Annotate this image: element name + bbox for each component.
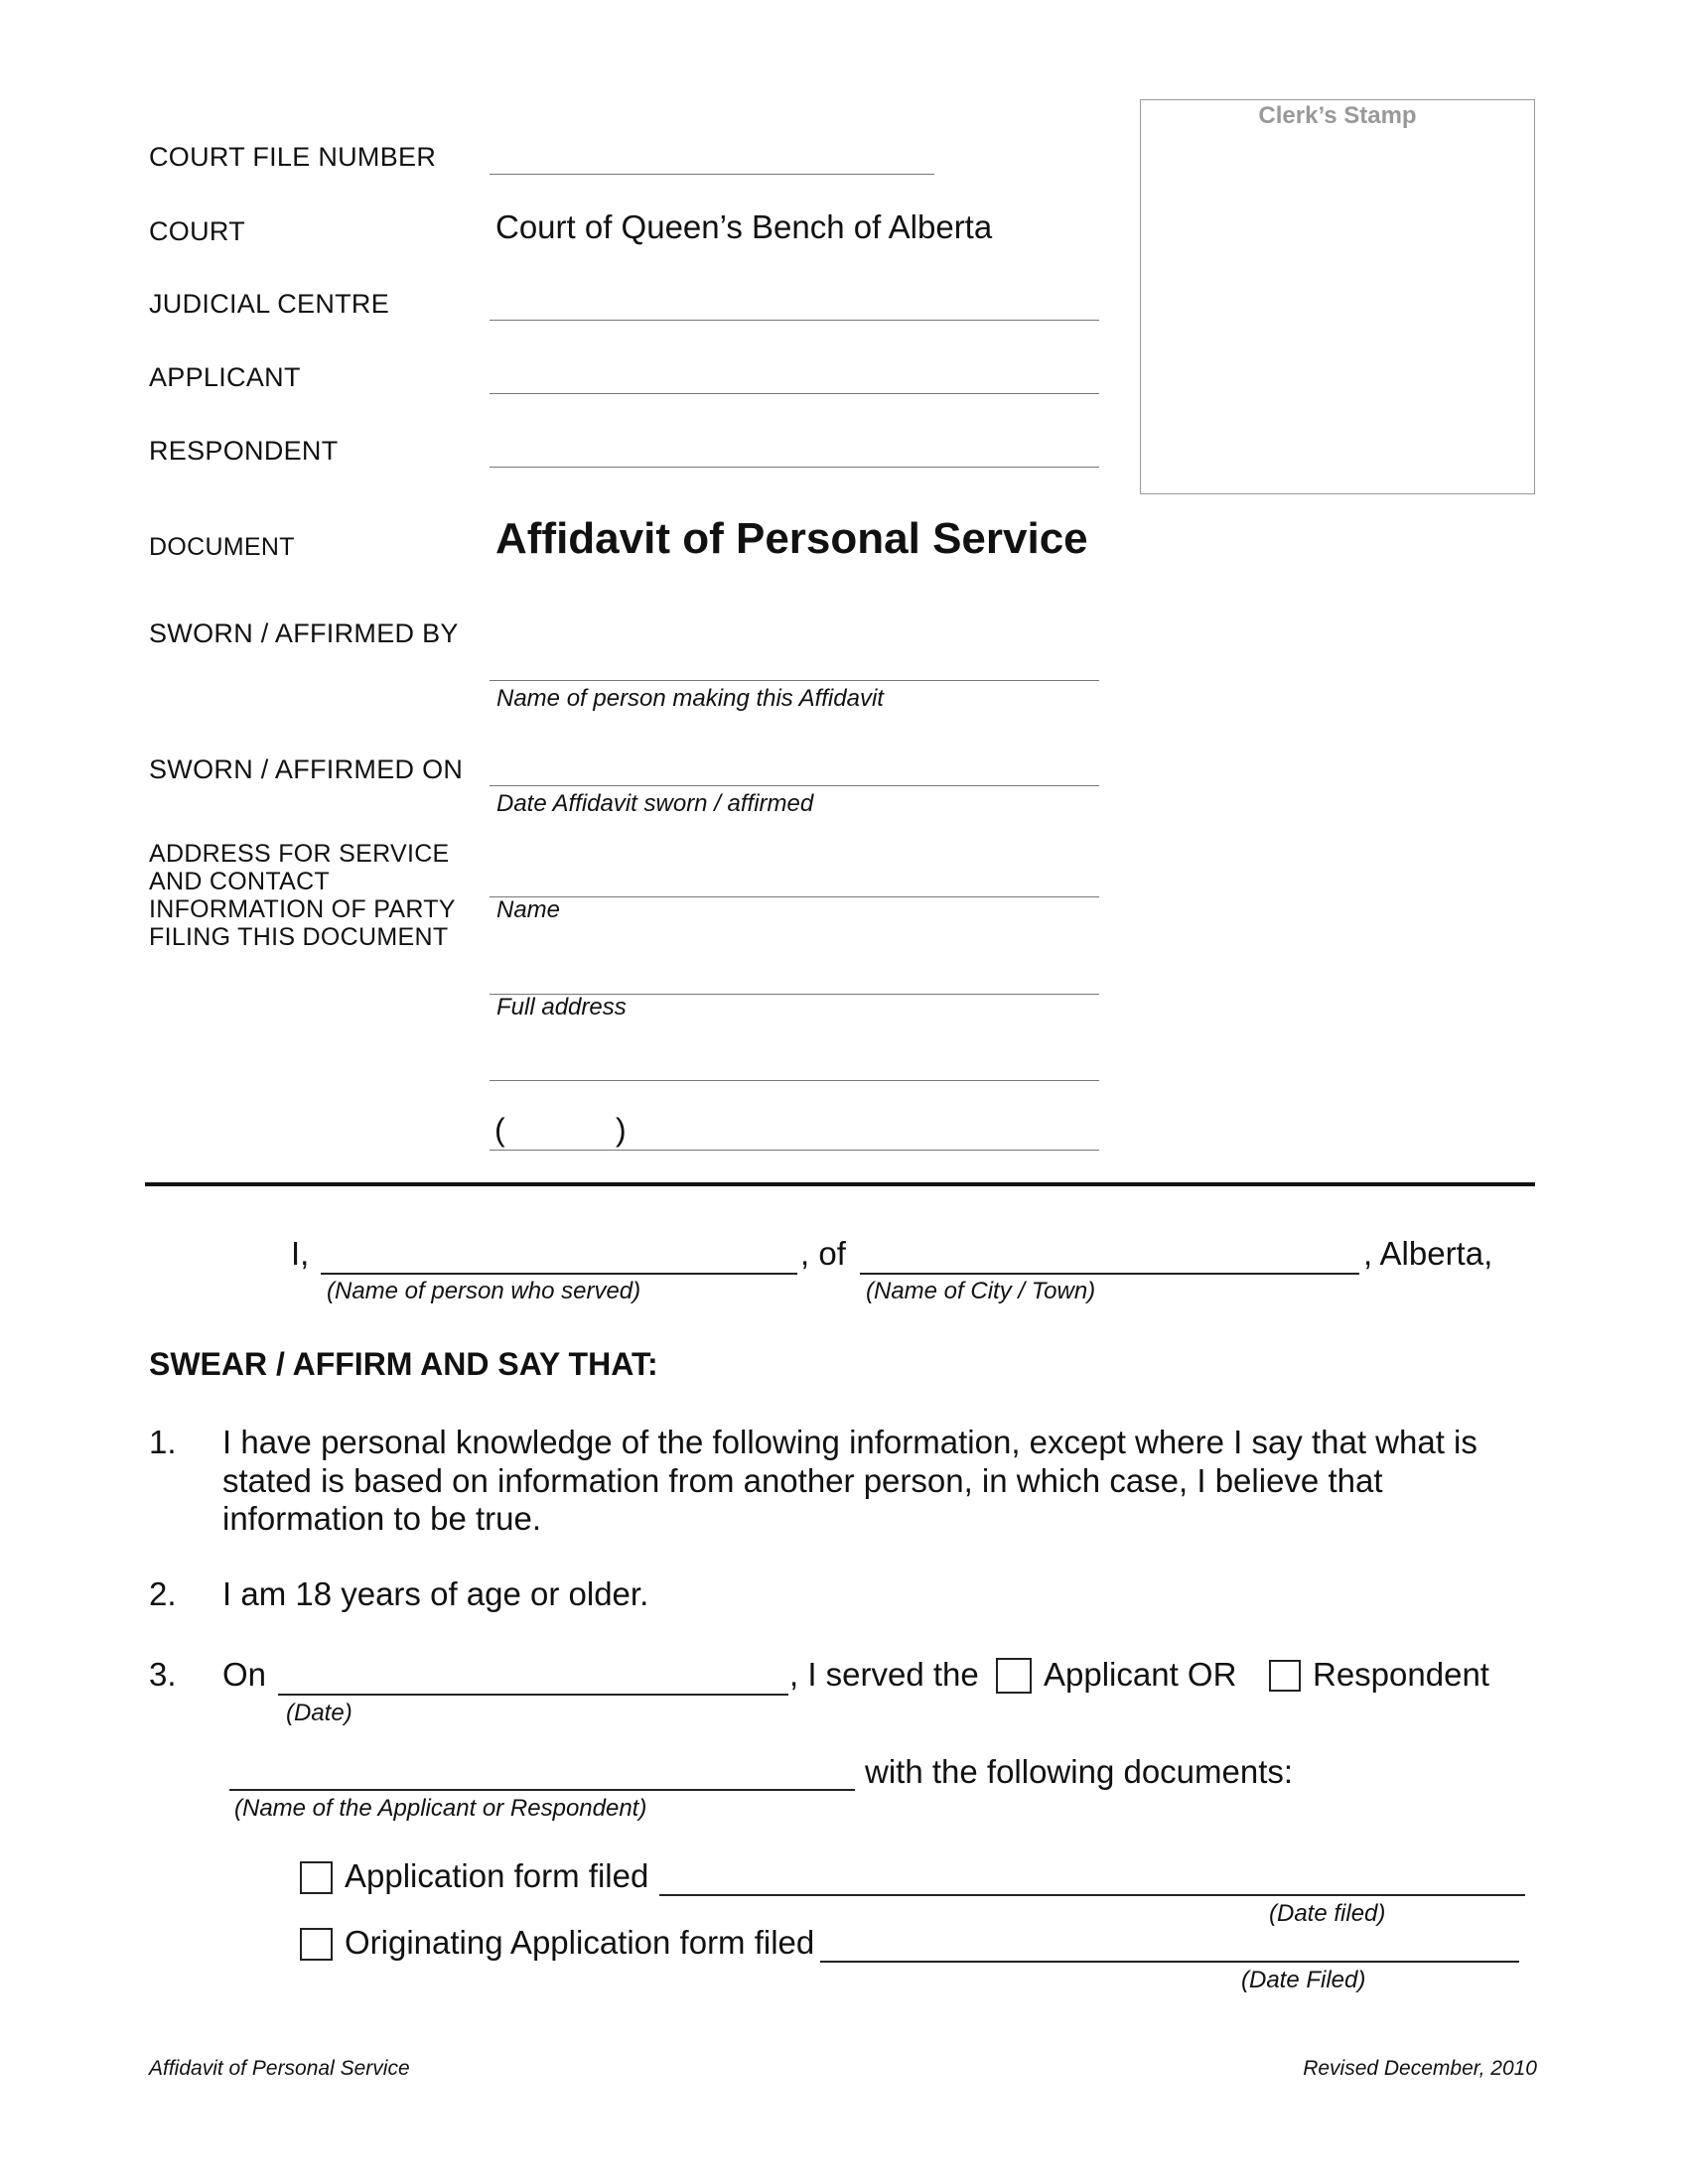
served-party-name-line[interactable] <box>229 1789 855 1791</box>
court-file-number-label: COURT FILE NUMBER <box>149 142 437 172</box>
document-title: Affidavit of Personal Service <box>495 514 1088 563</box>
application-form-label: Application form filed <box>345 1857 649 1894</box>
address-label <box>149 840 456 951</box>
respondent-field[interactable] <box>490 428 1099 468</box>
intro-of: , of <box>800 1235 846 1272</box>
item-3-on: On <box>222 1656 267 1693</box>
originating-application-label: Originating Application form filed <box>345 1924 815 1961</box>
footer-revision: Revised December, 2010 <box>1303 2057 1537 2080</box>
court-value: Court of Queen’s Bench of Alberta <box>495 208 993 245</box>
intro-alberta: , Alberta, <box>1363 1235 1493 1272</box>
city-line[interactable] <box>860 1273 1359 1275</box>
served-by-name-hint: (Name of person who served) <box>327 1278 641 1304</box>
intro-i: I, <box>291 1235 310 1272</box>
footer-form-name: Affidavit of Personal Service <box>149 2057 410 2080</box>
phone-close-paren: ) <box>616 1112 627 1148</box>
item-3-served-the: , I served the <box>789 1656 979 1693</box>
item-1-line-3: information to be true. <box>222 1500 542 1537</box>
sworn-by-field[interactable] <box>490 641 1099 681</box>
clerks-stamp-label: Clerk’s Stamp <box>1258 102 1417 129</box>
served-by-name-line[interactable] <box>321 1273 797 1275</box>
swear-heading: SWEAR / AFFIRM AND SAY THAT: <box>149 1346 658 1382</box>
sworn-on-field[interactable] <box>490 747 1099 786</box>
application-form-date-line[interactable] <box>659 1894 1525 1896</box>
address-label-line-3: INFORMATION OF PARTY <box>149 895 456 923</box>
item-1-number: 1. <box>149 1424 177 1460</box>
sworn-on-label: SWORN / AFFIRMED ON <box>149 754 464 784</box>
sworn-by-hint: Name of person making this Affidavit <box>496 685 884 712</box>
address-label-line-4: FILING THIS DOCUMENT <box>149 923 449 951</box>
phone-open-paren: ( <box>494 1112 505 1148</box>
applicant-option-label: Applicant OR <box>1044 1656 1237 1693</box>
application-form-checkbox[interactable] <box>300 1861 333 1894</box>
contact-name-hint: Name <box>496 896 561 923</box>
service-date-line[interactable] <box>278 1694 788 1696</box>
judicial-centre-label: JUDICIAL CENTRE <box>149 289 390 319</box>
clerks-stamp-box <box>1140 99 1535 494</box>
judicial-centre-field[interactable] <box>490 281 1099 321</box>
originating-application-date-hint: (Date Filed) <box>1241 1967 1366 1993</box>
address-extra-field[interactable] <box>490 1041 1099 1081</box>
respondent-checkbox[interactable] <box>1269 1660 1301 1692</box>
court-file-number-field[interactable] <box>490 135 934 175</box>
header-divider <box>145 1182 1535 1186</box>
respondent-option-label: Respondent <box>1313 1656 1489 1693</box>
service-date-hint: (Date) <box>286 1700 352 1726</box>
originating-application-checkbox[interactable] <box>300 1928 333 1961</box>
applicant-field[interactable] <box>490 354 1099 394</box>
respondent-label: RESPONDENT <box>149 436 339 466</box>
phone-field[interactable] <box>490 1111 1099 1151</box>
item-1-line-2: stated is based on information from another person, in which case, I believe that <box>222 1461 1383 1499</box>
item-1-line-1: I have personal knowledge of the following information, except where I say that what is <box>222 1424 1477 1460</box>
originating-application-date-line[interactable] <box>820 1961 1519 1963</box>
address-label-line-1: ADDRESS FOR SERVICE <box>149 840 450 868</box>
item-3-number: 3. <box>149 1656 177 1693</box>
court-label: COURT <box>149 216 246 246</box>
address-label-line-2: AND CONTACT <box>149 868 330 895</box>
city-hint: (Name of City / Town) <box>866 1278 1096 1304</box>
item-1-text <box>222 1424 1477 1539</box>
full-address-hint: Full address <box>496 994 627 1021</box>
sworn-on-hint: Date Affidavit sworn / affirmed <box>496 790 814 817</box>
applicant-checkbox[interactable] <box>996 1658 1032 1694</box>
applicant-label: APPLICANT <box>149 362 301 392</box>
full-address-field[interactable] <box>490 955 1099 995</box>
contact-name-field[interactable] <box>490 858 1099 897</box>
item-3-with-documents: with the following documents: <box>865 1753 1294 1790</box>
item-2-text: I am 18 years of age or older. <box>222 1575 649 1612</box>
served-party-name-hint: (Name of the Applicant or Respondent) <box>234 1795 647 1822</box>
item-2-number: 2. <box>149 1575 177 1612</box>
application-form-date-hint: (Date filed) <box>1269 1900 1386 1927</box>
document-label: DOCUMENT <box>149 533 295 561</box>
sworn-by-label: SWORN / AFFIRMED BY <box>149 618 459 648</box>
